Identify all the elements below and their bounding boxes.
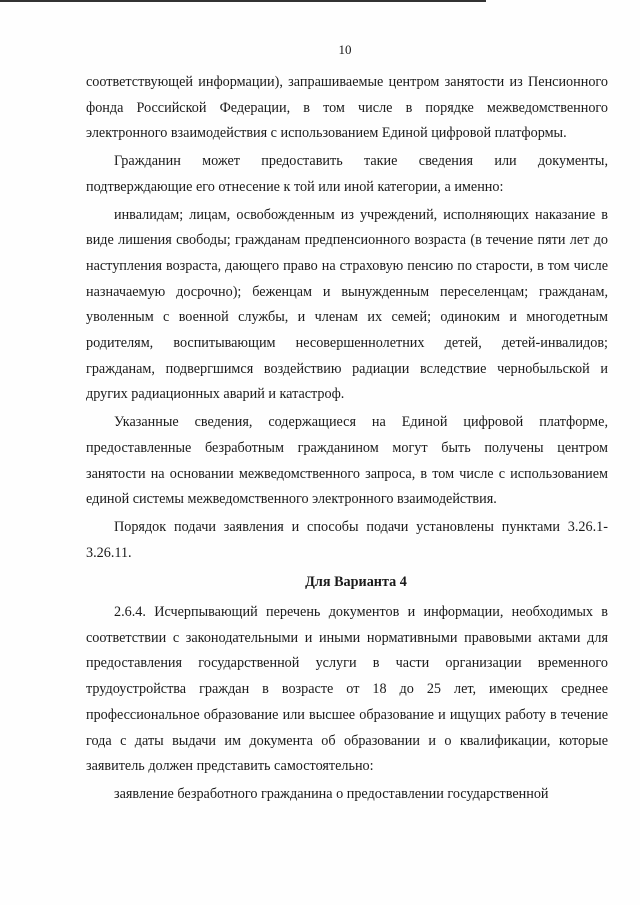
paragraph-application-statement: заявление безработного гражданина о предоставлении государственной: [114, 785, 549, 802]
page-number: 10: [338, 42, 352, 57]
section-heading: Для Варианта 4: [305, 574, 407, 591]
paragraph-interagency-info: Указанные сведения, содержащиеся на Единой цифровой платформе, предоставленные безработным гражданином могут быть получены центром занятости на основании межведомственного запроса, в том числе с использованием единой системы межведомственного электронного взаимодействия.: [86, 414, 608, 508]
paragraph-continuation: соответствующей информации), запрашиваемые центром занятости из Пенсионного фонда Российской Федерации, в том числе в порядке межведомственного электронного взаимодействия с использованием Единой цифровой платформы.: [86, 74, 608, 142]
paragraph-categories-list: инвалидам; лицам, освобожденным из учреждений, исполняющих наказание в виде лишения свободы; гражданам предпенсионного возраста (в течение пяти лет до наступления возраста, дающего право на страховую пенсию по старости, в том числе назначаемую досрочно); беженцам и вынужденным переселенцам; гражданам, уволенным с военной службы, и членам их семей; одиноким и многодетным родителям, воспитывающим несовершеннолетних детей, детей-инвалидов; гражданам, подвергшимся воздействию радиации вследствие чернобыльской и других радиационных аварий и катастроф.: [86, 206, 608, 403]
top-border-line: [0, 0, 486, 2]
paragraph-application-procedure: Порядок подачи заявления и способы подачи установлены пунктами 3.26.1-3.26.11.: [86, 518, 608, 561]
paragraph-citizen-may-provide: Гражданин может предоставить такие сведения или документы, подтверждающие его отнесение к той или иной категории, а именно:: [86, 153, 608, 195]
paragraph-2-6-4: 2.6.4. Исчерпывающий перечень документов и информации, необходимых в соответствии с законодательными и иными нормативными правовыми актами для предоставления государственной услуги в части организации временного трудоустройства граждан в возрасте от 18 до 25 лет, имеющих среднее профессиональное образование или высшее образование и ищущих работу в течение года с даты выдачи им документа об образовании и о квалификации, которые заявитель должен представить самостоятельно:: [86, 604, 608, 775]
document-body: [86, 70, 608, 808]
